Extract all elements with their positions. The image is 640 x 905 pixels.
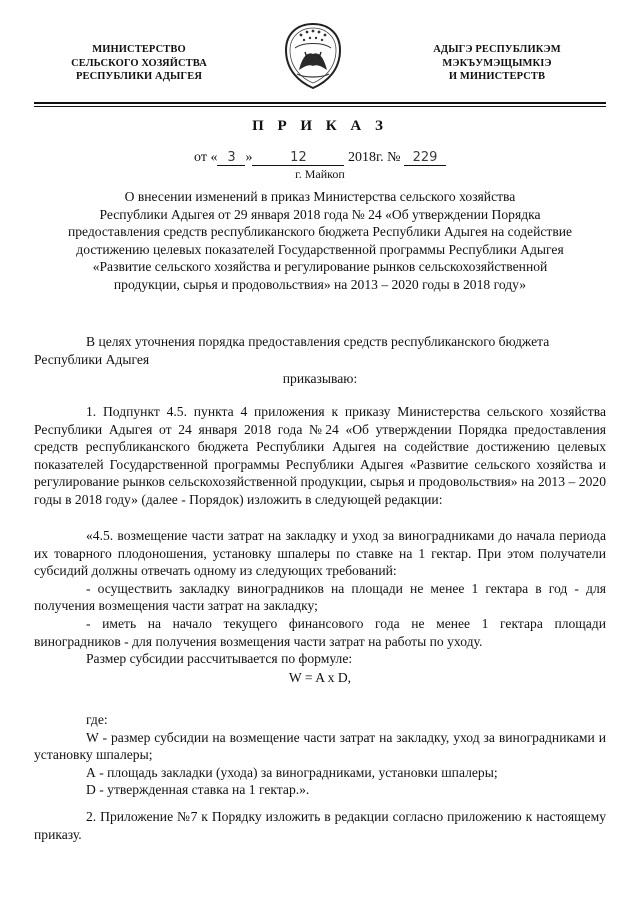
formula: W = A x D,: [288, 670, 352, 685]
coat-of-arms-emblem: [283, 22, 343, 90]
preamble-text: В целях уточнения порядка предоставления средств республиканского бюджета Республики Адыгея: [34, 334, 550, 367]
legend-label: где:: [86, 712, 108, 727]
subject-line: О внесении изменений в приказ Министерства сельского хозяйства: [124, 189, 516, 204]
header-divider-thick: [34, 102, 606, 104]
preamble: [34, 333, 606, 368]
date-mid: »: [245, 150, 253, 165]
quote-paragraph: - иметь на начало текущего финансового года не менее 1 гектара площади виноградников - для получения возмещения части затрат на работы по уходу.: [34, 615, 606, 649]
header-divider-thin: [34, 106, 606, 107]
subject-line: предоставления средств республиканского бюджета Республики Адыгея на содействие: [67, 224, 573, 240]
header-line: МЭКЪУМЭЩЫМКIЭ: [442, 57, 552, 69]
city-label: г. Майкоп: [295, 167, 345, 181]
subject-line: достижению целевых показателей Государственной программы Республики Адыгея: [76, 241, 564, 257]
subject-line: Республики Адыгея от 29 января 2018 года № 24 «Об утверждении Порядка: [99, 206, 541, 222]
header-line: СЕЛЬСКОГО ХОЗЯЙСТВА: [71, 57, 207, 69]
formula-legend: [34, 711, 606, 799]
ministry-header-adyghe: [412, 43, 582, 84]
legend-line: D - утвержденная ставка на 1 гектар.».: [86, 782, 310, 798]
document-title: П Р И К А З: [252, 118, 388, 134]
order-number-handwritten: 229: [404, 150, 446, 166]
order-word-block: [34, 370, 606, 388]
date-year: 2018г. №: [347, 150, 401, 165]
item-1: [34, 403, 606, 509]
order-subject: [34, 188, 606, 294]
header-line: МИНИСТЕРСТВО: [92, 44, 186, 55]
quote-paragraph: - осуществить закладку виноградников на площади не менее 1 гектара в год - для получения возмещения части затрат на закладку;: [34, 580, 606, 614]
order-word: приказываю:: [282, 371, 358, 386]
header-line: И МИНИСТЕРСТВ: [448, 71, 546, 82]
header-line: РЕСПУБЛИКИ АДЫГЕЯ: [75, 71, 203, 82]
subject-line: продукции, сырья и продовольствия» на 2013 – 2020 годы в 2018 году»: [113, 276, 527, 292]
order-date-line: [0, 150, 640, 166]
quote-paragraph: Размер субсидии рассчитывается по формуле:: [86, 651, 353, 667]
day-handwritten: 3: [217, 150, 245, 166]
legend-line: А - площадь закладки (ухода) за виноградниками, установки шпалеры;: [86, 764, 498, 780]
ministry-header-russian: [54, 43, 224, 84]
quoted-amendment: [34, 527, 606, 668]
legend-line: W - размер субсидии на возмещение части затрат на закладку, уход за виноградниками и установку шпалеры;: [34, 729, 606, 763]
quote-paragraph: «4.5. возмещение части затрат на закладку и уход за виноградниками до начала периода их товарного плодоношения, установку шпалеры по ставке на 1 гектар. При этом получатели субсидий должны отвечать одному из следующих требований:: [34, 528, 606, 579]
item-2-text: 2. Приложение №7 к Порядку изложить в редакции согласно приложению к настоящему приказу.: [34, 809, 606, 842]
header-line: АДЫГЭ РЕСПУБЛИКЭМ: [433, 44, 561, 55]
item-1-text: 1. Подпункт 4.5. пункта 4 приложения к приказу Министерства сельского хозяйства Республики Адыгея от 24 января 2018 года №24 «Об утверждении Порядка предоставления средств республиканского бюджета Республики Адыгея на содействие достижению целевых показателей Государственной программы Республики Адыгея «Развитие сельского хозяйства и регулирование рынков сельскохозяйственной продукции, сырья и продовольствия» на 2013 – 2020 годы в 2018 году» (далее - Порядок) изложить в следующей редакции:: [34, 404, 606, 507]
subject-line: «Развитие сельского хозяйства и регулирование рынков сельскохозяйственной: [92, 259, 548, 275]
item-2: [34, 808, 606, 843]
date-prefix: от «: [194, 150, 218, 165]
month-handwritten: 12: [252, 150, 344, 166]
